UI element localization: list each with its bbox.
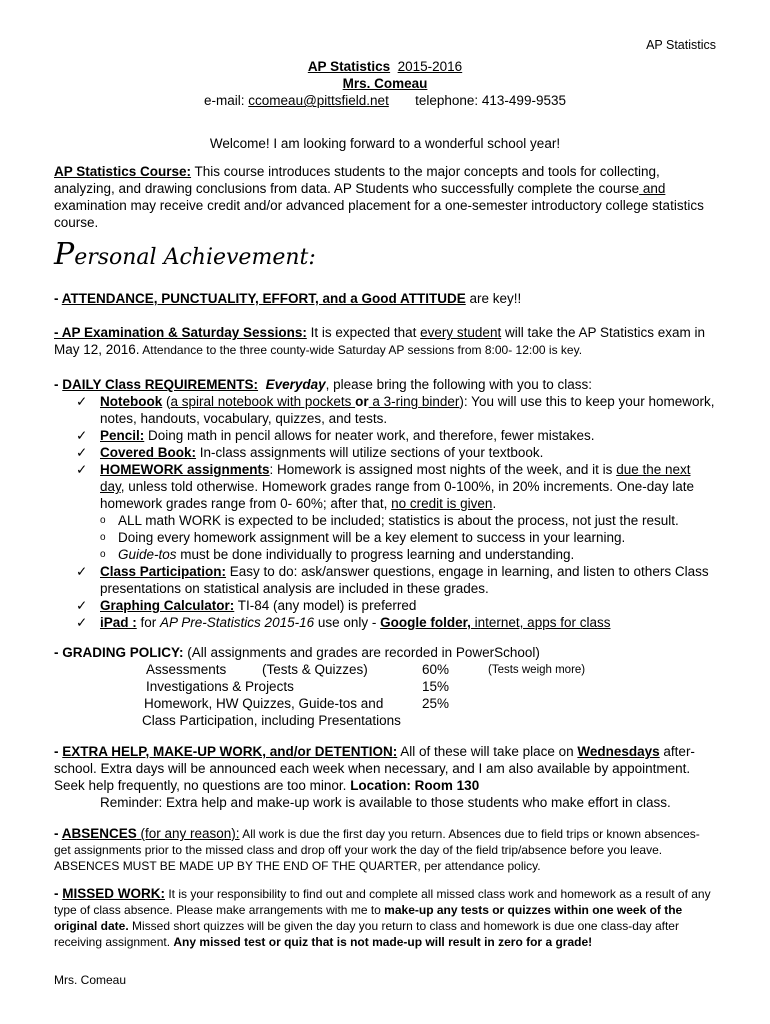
course-description: AP Statistics Course: This course introduces students to the major concepts and tools for collecting, analyzing, and drawing conclusions from data. AP Students who successfully complete the course and examination may receive credit and/or advanced placement for a one-semester introductory college statistics course. — [54, 164, 704, 230]
exam-section: - AP Examination & Saturday Sessions: It is expected that every student will take the AP Statistics exam in May 12, 2016. Attendance to the three county-wide Saturday AP sessions from 8:00- 12:00 is key. — [54, 325, 706, 357]
email-link[interactable]: ccomeau@pittsfield.net — [248, 93, 389, 108]
table-row: Investigations & Projects 15% — [146, 679, 450, 694]
exam-heading: - AP Examination & Saturday Sessions: — [54, 325, 307, 340]
extra-help-heading: EXTRA HELP, MAKE-UP WORK, and/or DETENTION: — [62, 744, 398, 759]
school-year: 2015-2016 — [397, 59, 463, 74]
list-item: ✓ Notebook (a spiral notebook with pockets or a 3-ring binder): You will use this to keep your homework, notes, handouts, vocabulary, quizzes, and tests. — [76, 394, 715, 426]
missed-work-section: - MISSED WORK: It is your responsibility to find out and complete all missed class work and homework as a result of any type of class absence. Please make arrangements with me to make-up any tests or quizzes within one week of the original date. Missed short quizzes will be given the day you return to class and homework is due one class-day after receiving assignment. Any missed test or quiz that is not made-up will result in zero for a grade! — [54, 886, 711, 949]
list-item: ✓ Graphing Calculator: TI-84 (any model) is preferred — [76, 598, 417, 613]
table-row: Homework, HW Quizzes, Guide-tos and 25% — [144, 696, 450, 711]
reminder-line: Reminder: Extra help and make-up work is available to those students who make effort in class. — [100, 795, 671, 810]
list-item: ✓ HOMEWORK assignments: Homework is assigned most nights of the week, and it is due the next day, unless told otherwise. Homework grades range from 0-100%, in 20% increments. One-day late homework grades range from 0- 60%; after that, no credit is given. — [76, 462, 695, 511]
list-item: o Guide-tos must be done individually to progress learning and understanding. — [100, 547, 575, 562]
welcome-text: Welcome! I am looking forward to a wonderful school year! — [209, 136, 561, 151]
title-block — [54, 58, 716, 109]
circle-bullet-icon: o — [100, 532, 106, 543]
table-row: Assessments (Tests & Quizzes) 60% (Tests weigh more) — [146, 662, 586, 677]
table-row: Class Participation, including Presentations — [142, 713, 401, 728]
daily-heading: DAILY Class REQUIREMENTS: — [62, 377, 259, 392]
grading-heading: - GRADING POLICY: — [54, 645, 184, 660]
list-item: o Doing every homework assignment will be a key element to success in your learning. — [100, 530, 626, 545]
check-icon: ✓ — [76, 428, 88, 443]
check-icon: ✓ — [76, 462, 88, 477]
extra-help-section: - EXTRA HELP, MAKE-UP WORK, and/or DETENTION: All of these will take place on Wednesdays after-school. Extra days will be announced each week when necessary, and I am also available by appointment. Seek help frequently, no questions are too minor. Location: Room 130 Reminder: Extra help and make-up work is available to those students who make effort in class. — [54, 743, 716, 811]
list-item: ✓ Covered Book: In-class assignments will utilize sections of your textbook. — [76, 445, 544, 460]
daily-requirements: - DAILY Class REQUIREMENTS: Everyday, please bring the following with you to class: ✓ Notebook (a spiral notebook with pockets or a 3-ring binder): You will use this to keep your homework, notes, handouts, vocabulary, quizzes, and tests. ✓ Pencil: Doing math in pencil allows for neater work, and therefore, fewer mistakes. ✓ Covered Book: In-class assignments will utilize sections of your textbook. ✓ HOMEWORK assignments: Homework is assigned most nights of the week, and it is due the next day, unless told otherwise. Homework grades range from 0-100%, in 20% increments. One-day late homework grades range from 0- 60%; after that, no credit is given. o ALL math WORK is expected to be included; statistics is about the process, not just the result. o Doing every homework assignment will be a key element to success in your learning. o Guide-tos must be done individually to progress learning and understanding. ✓ Class Participation: Easy to do: ask/answer questions, engage in learning, and listen to others Class presentations on statistical analysis are included in these grades. ✓ Graphing Calculator: TI-84 (any model) is preferred ✓ iPad : for AP Pre-Statistics 2015-16 use only - Google folder, internet, apps for class — [54, 377, 715, 630]
telephone: telephone: 413-499-9535 — [415, 93, 566, 108]
list-item: ✓ iPad : for AP Pre-Statistics 2015-16 use only - Google folder, internet, apps for class — [76, 615, 611, 630]
circle-bullet-icon: o — [100, 515, 106, 526]
attendance-line: - ATTENDANCE, PUNCTUALITY, EFFORT, and a Good ATTITUDE are key!! — [54, 291, 522, 306]
grading-policy: - GRADING POLICY: (All assignments and grades are recorded in PowerSchool) Assessments (Tests & Quizzes) 60% (Tests weigh more) Investigations & Projects 15% Homework, HW Quizzes, Guide-tos and 25% Class Participation, including Presentations — [54, 644, 716, 729]
teacher-name: Mrs. Comeau — [342, 76, 428, 91]
check-icon: ✓ — [76, 394, 88, 409]
list-item: ✓ Pencil: Doing math in pencil allows for neater work, and therefore, fewer mistakes. — [76, 428, 595, 443]
running-header: AP Statistics — [646, 38, 716, 52]
email-label: e-mail: — [204, 93, 245, 108]
course-title: AP Statistics — [307, 59, 391, 74]
circle-bullet-icon: o — [100, 549, 106, 560]
absences-section: - ABSENCES (for any reason): All work is due the first day you return. Absences due to field trips or known absences- get assignments prior to the missed class and drop off your work the day of the field trip/absence before you leave. ABSENCES MUST BE MADE UP BY THE END OF THE QUARTER, per attendance policy. — [54, 826, 700, 873]
check-icon: ✓ — [76, 445, 88, 460]
list-item: ✓ Class Participation: Easy to do: ask/answer questions, engage in learning, and listen to others Class presentations on statistical analysis are included in these grades. — [76, 564, 709, 596]
course-heading: AP Statistics Course: — [54, 164, 192, 179]
personal-achievement-heading: Personal Achievement: — [54, 237, 316, 272]
check-icon: ✓ — [76, 615, 88, 630]
check-icon: ✓ — [76, 564, 88, 579]
missed-work-heading: MISSED WORK: — [62, 886, 165, 901]
signature: Mrs. Comeau — [54, 973, 127, 987]
list-item: o ALL math WORK is expected to be included; statistics is about the process, not just the result. — [100, 513, 679, 528]
check-icon: ✓ — [76, 598, 88, 613]
absences-heading: ABSENCES — [61, 826, 137, 841]
